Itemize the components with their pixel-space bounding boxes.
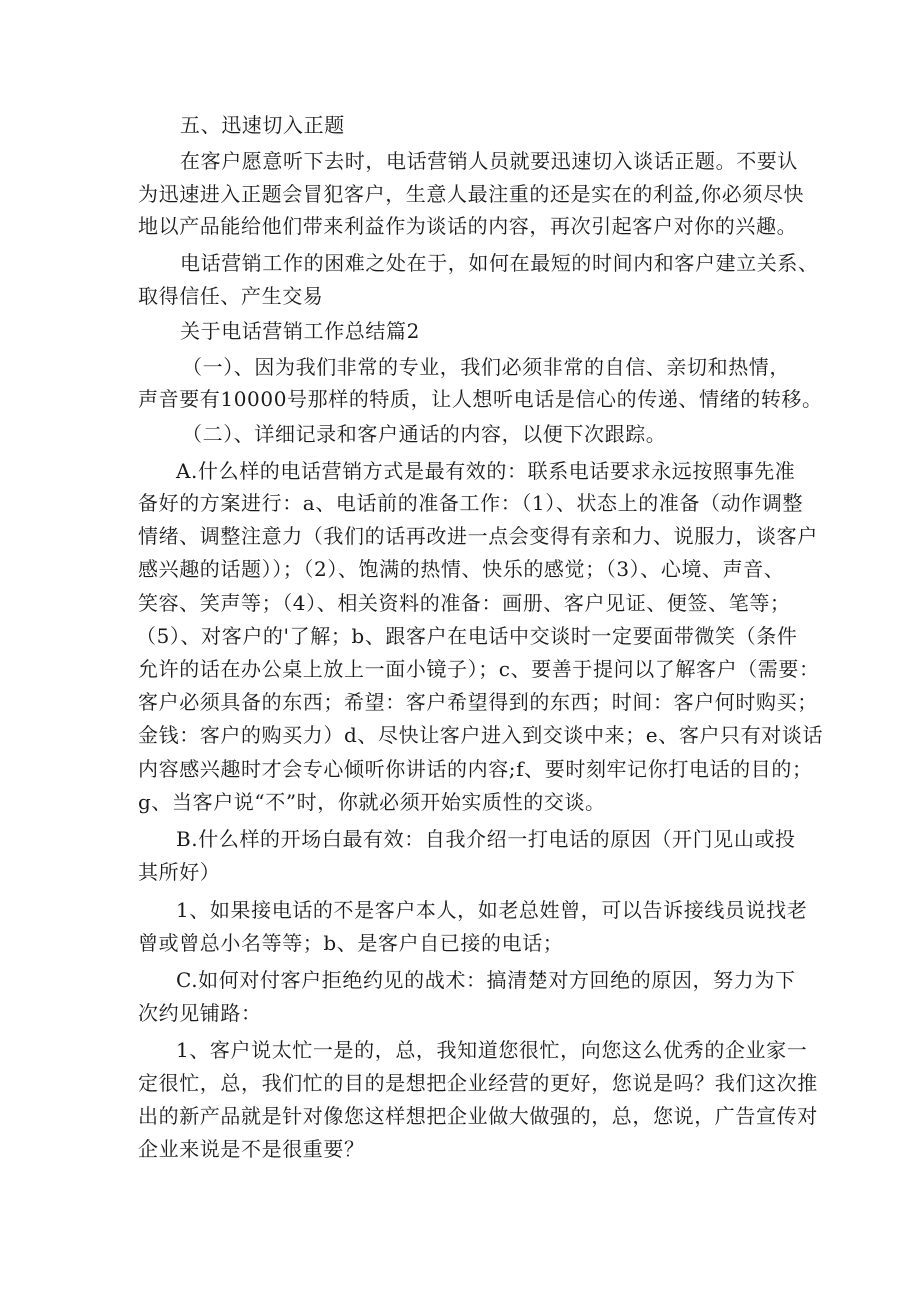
section-heading: 关于电话营销工作总结篇2	[180, 319, 420, 343]
paragraph-line: 为迅速进入正题会冒犯客户，生意人最注重的还是实在的利益,你必须尽快	[138, 182, 805, 206]
paragraph-line: 声音要有10000号那样的特质，让人想听电话是信心的传递、情绪的转移。	[138, 387, 823, 411]
paragraph-line: B.什么样的开场白最有效：自我介绍一打电话的原因（开门见山或投	[176, 827, 796, 851]
paragraph-line: （一）、因为我们非常的专业，我们必须非常的自信、亲切和热情，	[182, 355, 790, 379]
paragraph-line: 金钱：客户的购买力）d、尽快让客户进入到交谈中来；e、客户只有对谈话	[138, 723, 824, 747]
paragraph-line: 在客户愿意听下去时，电话营销人员就要迅速切入谈话正题。不要认	[180, 149, 798, 173]
paragraph-line: 出的新产品就是针对像您这样想把企业做大做强的，总，您说，广告宣传对	[138, 1104, 818, 1128]
paragraph-line: （二）、详细记录和客户通话的内容，以便下次跟踪。	[182, 422, 667, 446]
paragraph-line: 次约见铺路：	[138, 1001, 262, 1025]
paragraph-line: （5）、对客户的'了解；b、跟客户在电话中交谈时一定要面带微笑（条件	[136, 624, 798, 648]
paragraph-line: C.如何对付客户拒绝约见的战术：搞清楚对方回绝的原因，努力为下	[176, 968, 796, 992]
paragraph-line: 情绪、调整注意力（我们的话再改进一点会变得有亲和力、说服力，谈客户	[138, 524, 818, 548]
paragraph-line: 曾或曾总小名等等；b、是客户自已接的电话；	[138, 931, 564, 955]
paragraph-line: 备好的方案进行：a、电话前的准备工作：（1）、状态上的准备（动作调整	[138, 491, 804, 515]
paragraph-line: 笑容、笑声等；（4）、相关资料的准备：画册、客户见证、便签、笔等；	[138, 591, 791, 615]
paragraph-line: A.什么样的电话营销方式是最有效的：联系电话要求永远按照事先准	[176, 459, 796, 483]
paragraph-line: 电话营销工作的困难之处在于，如何在最短的时间内和客户建立关系、	[180, 251, 819, 275]
paragraph-line: 1、如果接电话的不是客户本人，如老总姓曾，可以告诉接线员说找老	[176, 898, 808, 922]
paragraph-line: 定很忙，总，我们忙的目的是想把企业经营的更好，您说是吗？我们这次推	[138, 1071, 818, 1095]
paragraph-line: 允许的话在办公桌上放上一面小镜子）；c、要善于提问以了解客户（需要：	[138, 657, 820, 681]
paragraph-line: 客户必须具备的东西；希望：客户希望得到的东西；时间：客户何时购买；	[138, 690, 818, 714]
paragraph-line: 1、客户说太忙一是的，总，我知道您很忙，向您这么优秀的企业家一	[176, 1038, 808, 1062]
paragraph-line: 感兴趣的话题））；（2）、饱满的热情、快乐的感觉；（3）、心境、声音、	[138, 557, 785, 581]
paragraph-line: 内容感兴趣时才会专心倾听你讲话的内容;f、要时刻牢记你打电话的目的；	[138, 757, 813, 781]
paragraph-line: 企业来说是不是很重要？	[138, 1137, 365, 1161]
section-heading: 五、迅速切入正题	[180, 113, 345, 137]
paragraph-line: 其所好）	[138, 860, 221, 884]
paragraph-line: g、当客户说“不”时，你就必须开始实质性的交谈。	[138, 790, 606, 814]
paragraph-line: 取得信任、产生交易	[138, 284, 324, 308]
paragraph-line: 地以产品能给他们带来利益作为谈话的内容，再次引起客户对你的兴趣。	[138, 214, 798, 238]
